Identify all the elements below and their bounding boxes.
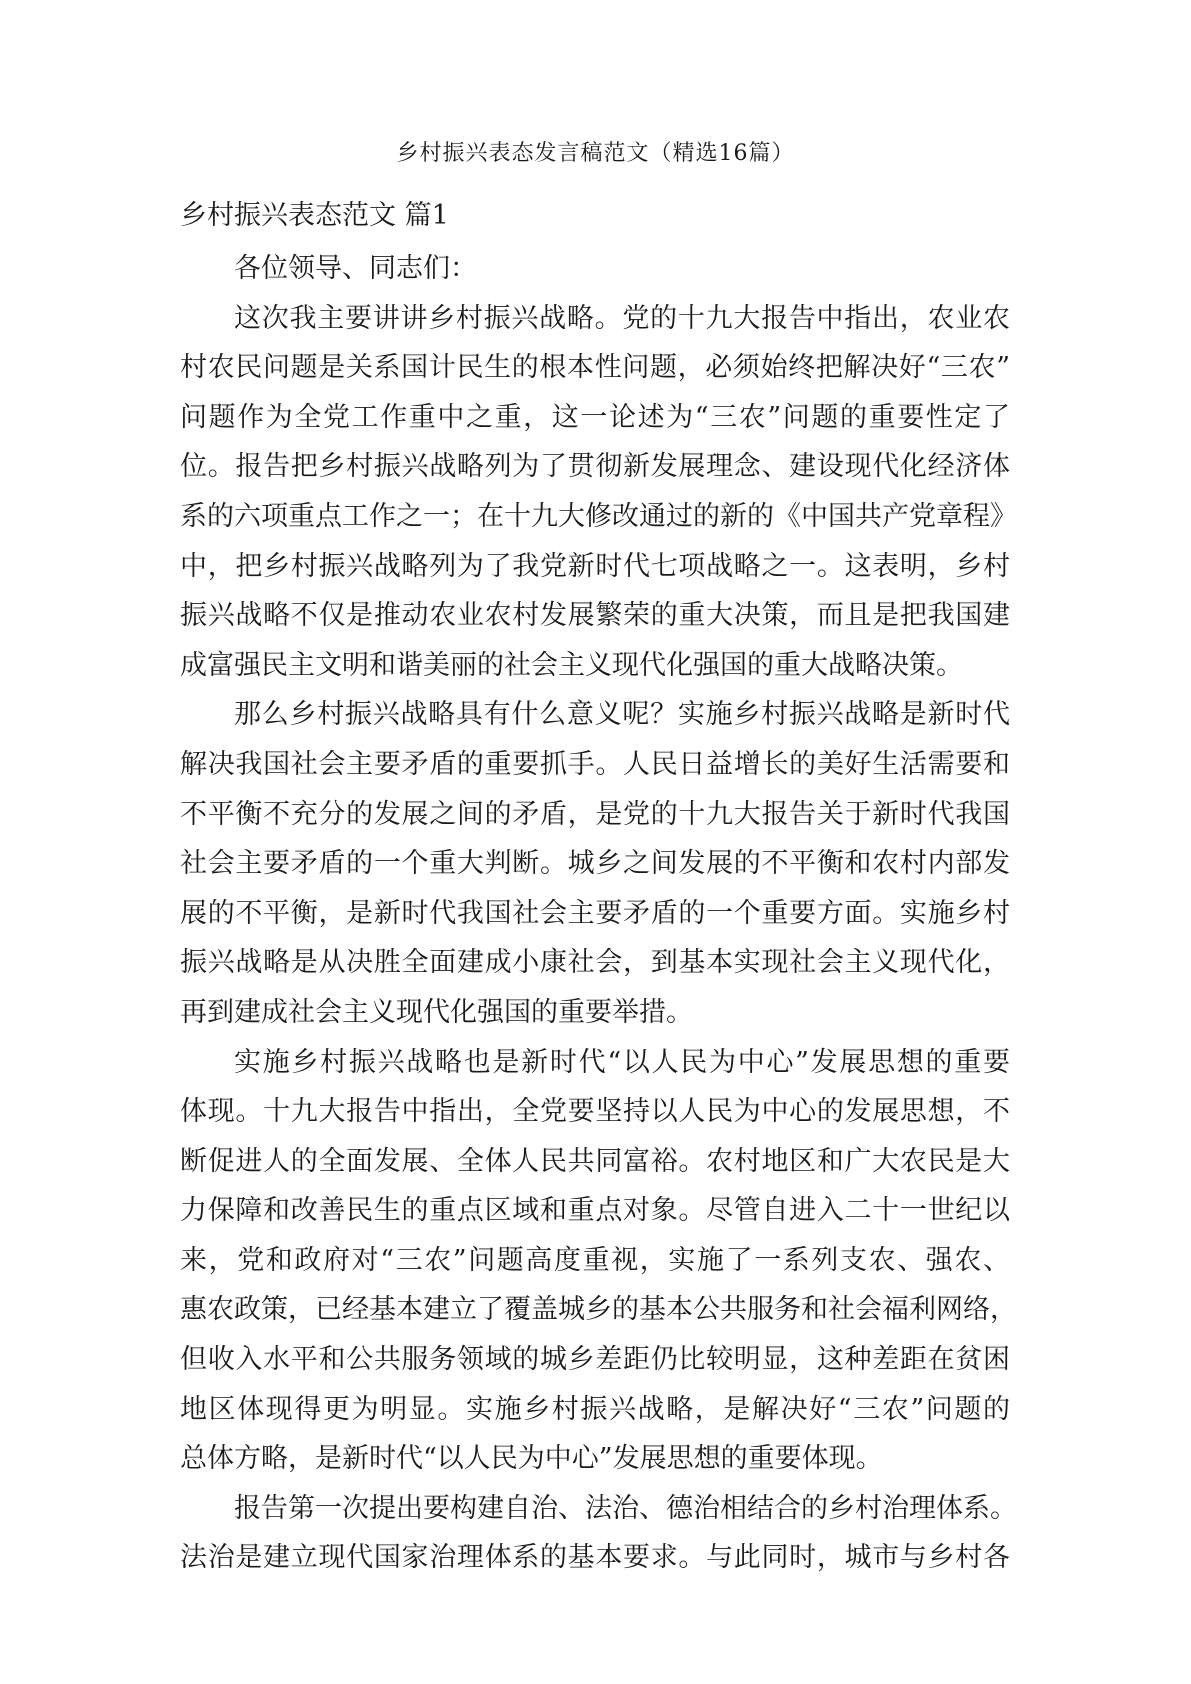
paragraph-line: 这次我主要讲讲乡村振兴战略。党的十九大报告中指出，农业农 bbox=[234, 302, 1010, 334]
document-title: 乡村振兴表态发言稿范文（精选16篇） bbox=[396, 141, 795, 166]
paragraph-line: 解决我国社会主要矛盾的重要抓手。人民日益增长的美好生活需要和 bbox=[180, 748, 1010, 780]
paragraph-line: 成富强民主文明和谐美丽的社会主义现代化强国的重大战略决策。 bbox=[180, 649, 963, 681]
paragraph-line: 力保障和改善民生的重点区域和重点对象。尽管自进入二十一世纪以 bbox=[180, 1195, 1010, 1227]
paragraph-line: 中，把乡村振兴战略列为了我党新时代七项战略之一。这表明，乡村 bbox=[180, 550, 1010, 582]
paragraph-line: 但收入水平和公共服务领域的城乡差距仍比较明显，这种差距在贫困 bbox=[180, 1344, 1010, 1376]
paragraph-line: 惠农政策，已经基本建立了覆盖城乡的基本公共服务和社会福利网络， bbox=[180, 1294, 1017, 1326]
paragraph bbox=[180, 244, 1010, 294]
paragraph-line: 展的不平衡，是新时代我国社会主要矛盾的一个重要方面。实施乡村 bbox=[180, 897, 1010, 929]
paragraph bbox=[180, 294, 1017, 691]
paragraph-line: 法治是建立现代国家治理体系的基本要求。与此同时，城市与乡村各 bbox=[180, 1542, 1010, 1574]
paragraph-line: 来，党和政府对“三农”问题高度重视，实施了一系列支农、强农、 bbox=[180, 1244, 1010, 1276]
paragraph-line: 实施乡村振兴战略也是新时代“以人民为中心”发展思想的重要 bbox=[234, 1046, 1010, 1078]
paragraph-line: 再到建成社会主义现代化强国的重要举措。 bbox=[180, 996, 693, 1028]
paragraph-line: 社会主要矛盾的一个重大判断。城乡之间发展的不平衡和农村内部发 bbox=[180, 848, 1010, 880]
paragraph-line: 系的六项重点工作之一；在十九大修改通过的新的《中国共产党章程》 bbox=[180, 500, 1017, 532]
paragraph-line: 不平衡不充分的发展之间的矛盾，是党的十九大报告关于新时代我国 bbox=[180, 798, 1010, 830]
paragraph bbox=[180, 690, 1010, 1037]
paragraph-line: 各位领导、同志们： bbox=[234, 253, 477, 284]
document-body bbox=[180, 244, 1017, 1583]
paragraph-line: 总体方略，是新时代“以人民为中心”发展思想的重要体现。 bbox=[180, 1443, 883, 1475]
paragraph-line: 体现。十九大报告中指出，全党要坚持以人民为中心的发展思想，不 bbox=[180, 1096, 1010, 1128]
paragraph-line: 问题作为全党工作重中之重，这一论述为“三农”问题的重要性定了 bbox=[180, 401, 1010, 433]
paragraph-line: 振兴战略是从决胜全面建成小康社会，到基本实现社会主义现代化， bbox=[180, 947, 1010, 979]
paragraph-line: 振兴战略不仅是推动农业农村发展繁荣的重大决策，而且是把我国建 bbox=[180, 600, 1010, 632]
paragraph bbox=[180, 1484, 1017, 1583]
paragraph-line: 村农民问题是关系国计民生的根本性问题，必须始终把解决好“三农” bbox=[180, 352, 1010, 384]
paragraph-line: 那么乡村振兴战略具有什么意义呢？实施乡村振兴战略是新时代 bbox=[234, 699, 1010, 731]
paragraph-line: 位。报告把乡村振兴战略列为了贯彻新发展理念、建设现代化经济体 bbox=[180, 451, 1010, 483]
paragraph-line: 地区体现得更为明显。实施乡村振兴战略，是解决好“三农”问题的 bbox=[180, 1393, 1010, 1425]
paragraph-line: 报告第一次提出要构建自治、法治、德治相结合的乡村治理体系。 bbox=[234, 1492, 1017, 1524]
section-heading: 乡村振兴表态范文 篇1 bbox=[180, 200, 449, 231]
paragraph bbox=[180, 1038, 1017, 1484]
paragraph-line: 断促进人的全面发展、全体人民共同富裕。农村地区和广大农民是大 bbox=[180, 1145, 1010, 1177]
